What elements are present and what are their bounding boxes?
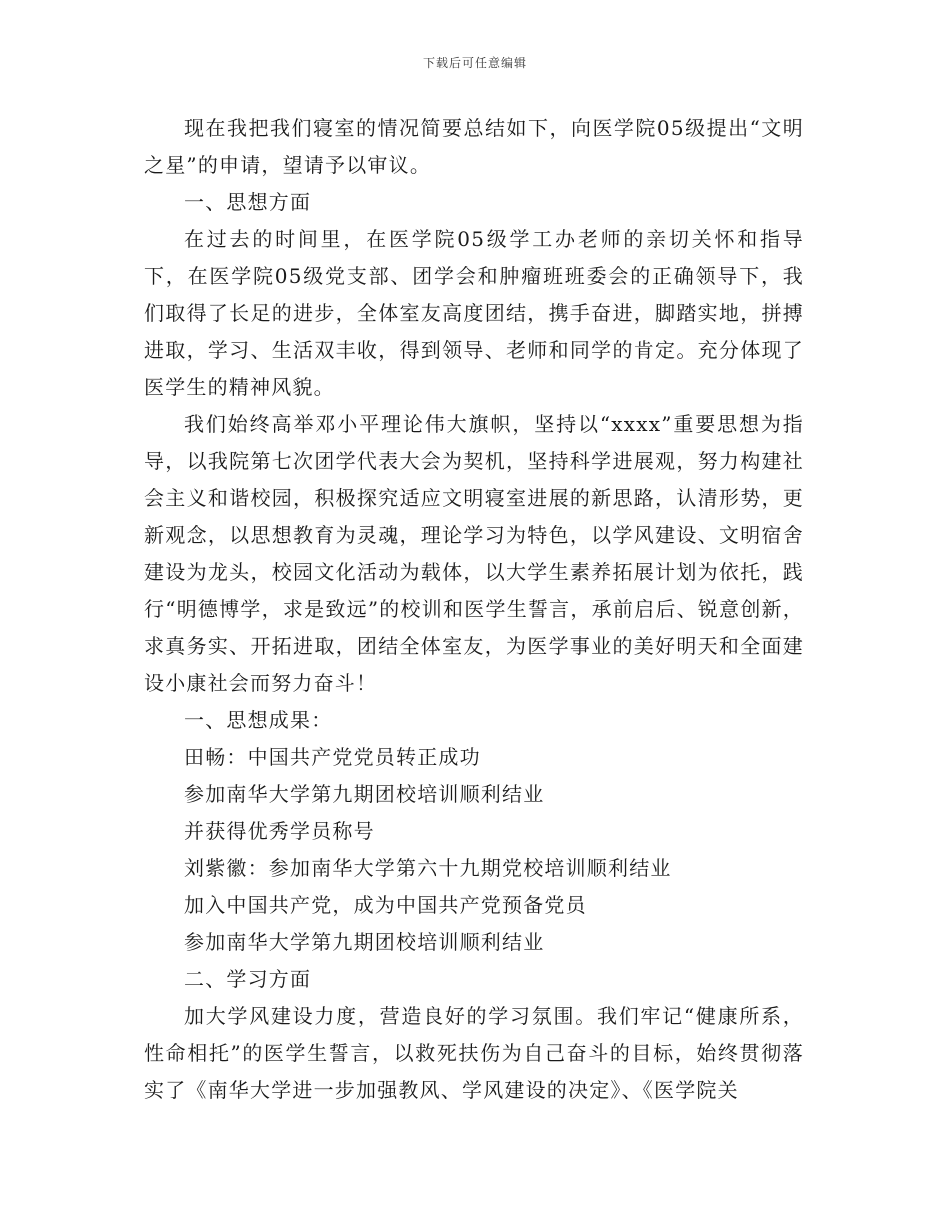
achievement-line: 参加南华大学第九期团校培训顺利结业 <box>184 782 545 806</box>
section-heading-thought: 一、思想方面 <box>184 190 312 214</box>
section-heading-study: 二、学习方面 <box>184 967 312 991</box>
study-paragraph: 加大学风建设力度，营造良好的学习氛围。我们牢记“健康所系，性命相托”的医学生誓言，以救死扶伤为自己奋斗的目标，始终贯彻落实了《南华大学进一步加强教风、学风建设的决定》、《医学院关 <box>144 1004 804 1102</box>
section-heading-achievements: 一、思想成果： <box>184 708 333 732</box>
intro-paragraph: 现在我把我们寝室的情况简要总结如下，向医学院05级提出“文明之星”的申请，望请予以审议。 <box>144 116 804 177</box>
thought-paragraph-1: 在过去的时间里，在医学院05级学工办老师的亲切关怀和指导下，在医学院05级党支部、团学会和肿瘤班班委会的正确领导下，我们取得了长足的进步，全体室友高度团结，携手奋进，脚踏实地，拼搏进取，学习、生活双丰收，得到领导、老师和同学的肯定。充分体现了医学生的精神风貌。 <box>144 227 804 399</box>
achievement-line: 并获得优秀学员称号 <box>184 819 375 843</box>
achievement-line: 刘紫徽：参加南华大学第六十九期党校培训顺利结业 <box>184 856 672 880</box>
thought-paragraph-2: 我们始终高举邓小平理论伟大旗帜，坚持以“xxxx”重要思想为指导，以我院第七次团学代表大会为契机，坚持科学进展观，努力构建社会主义和谐校园，积极探究适应文明寝室进展的新思路，认清形势，更新观念，以思想教育为灵魂，理论学习为特色，以学风建设、文明宿舍建设为龙头，校园文化活动为载体，以大学生素养拓展计划为依托，践行“明德博学，求是致远”的校训和医学生誓言，承前启后、锐意创新，求真务实、开拓进取，团结全体室友，为医学事业的美好明天和全面建设小康社会而努力奋斗！ <box>144 412 804 695</box>
achievement-line: 田畅：中国共产党党员转正成功 <box>184 745 481 769</box>
page-header: 下载后可任意编辑 <box>422 56 527 70</box>
achievement-line: 加入中国共产党，成为中国共产党预备党员 <box>184 893 587 917</box>
achievement-line: 参加南华大学第九期团校培训顺利结业 <box>184 930 545 954</box>
document-body <box>144 110 804 1109</box>
